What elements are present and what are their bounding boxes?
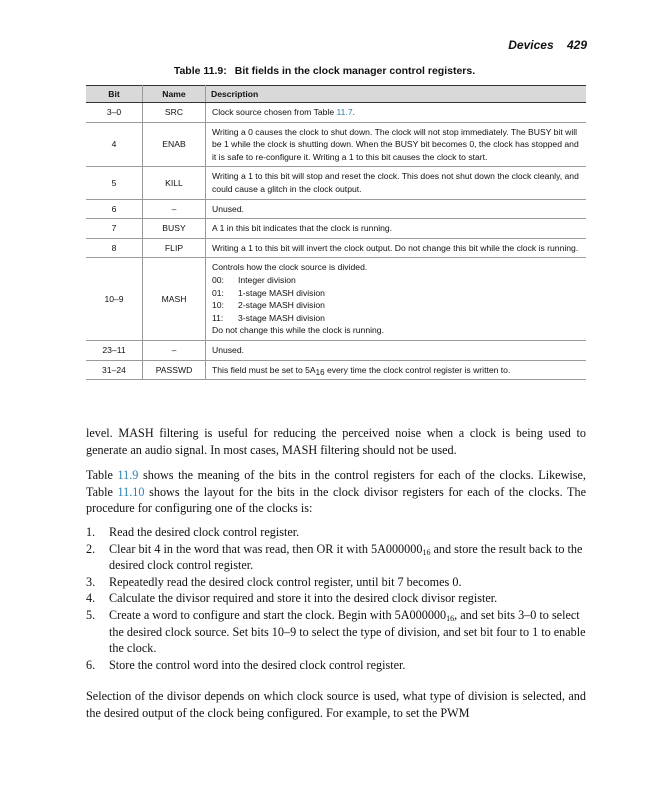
mash-code: 10:: [212, 300, 224, 311]
column-header-name: Name: [143, 86, 206, 103]
table-row: [86, 238, 586, 258]
mash-outro: Do not change this while the clock is running.: [212, 325, 384, 336]
list-item: [86, 590, 586, 607]
column-header-bit: Bit: [86, 86, 143, 103]
table-row: [86, 103, 586, 123]
cell-description: [206, 258, 587, 341]
mash-option-text: 3-stage MASH division: [238, 312, 325, 323]
mash-option: [212, 274, 580, 287]
list-text: , and set bits 3–0 to select the desired clock source. Set bits 10–9 to select the type of division, and set bit four to 1 to enable the clock.: [109, 607, 586, 656]
list-number: 2.: [86, 541, 96, 556]
desc-text: Clock source chosen from Table: [212, 107, 337, 117]
cell-bit: 31–24: [86, 360, 143, 380]
list-item: [86, 607, 586, 657]
table-row: [86, 340, 586, 360]
list-number: 5.: [86, 607, 96, 622]
mash-option: [212, 312, 580, 325]
subscript: 16: [315, 367, 325, 377]
cell-description: Unused.: [206, 340, 587, 360]
list-text: Calculate the divisor required and store it into the desired clock divisor register.: [109, 591, 498, 606]
table-header-row: [86, 86, 586, 103]
table-row: [86, 122, 586, 167]
procedure-list: [86, 524, 586, 673]
mash-option-text: 2-stage MASH division: [238, 300, 325, 311]
mash-code: 01:: [212, 287, 224, 298]
table-reference-link[interactable]: 11.7: [336, 107, 353, 117]
cell-name: –: [143, 199, 206, 219]
mash-option-text: Integer division: [238, 274, 296, 285]
table-row: [86, 219, 586, 239]
paragraph-text: Selection of the divisor depends on which clock source is used, what type of division is selected, and the desired output of the clock being configured. For example, to set the PWM: [86, 689, 586, 720]
list-item: [86, 524, 586, 541]
list-item: [86, 657, 586, 674]
desc-text: every time the clock control register is written to.: [324, 364, 511, 375]
cell-bit: 23–11: [86, 340, 143, 360]
column-header-description: Description: [206, 86, 587, 103]
cell-description: Writing a 1 to this bit will invert the clock output. Do not change this bit while the clock is running.: [206, 238, 587, 258]
mash-code: 00:: [212, 274, 224, 285]
cell-bit: 5: [86, 167, 143, 199]
paragraph-continuation: [86, 425, 586, 458]
cell-description: Writing a 1 to this bit will stop and reset the clock. This does not shut down the clock cleanly, and could cause a glitch in the clock output.: [206, 167, 587, 199]
list-item: [86, 541, 586, 574]
list-item: [86, 574, 586, 591]
section-title: Devices: [508, 38, 554, 52]
list-text: Create a word to configure and start the clock. Begin with 5A000000: [109, 607, 447, 622]
list-number: 3.: [86, 574, 96, 589]
text-run: shows the layout for the bits in the clock divisor registers for each of the clocks. The procedure for configuring one of the clocks is:: [86, 484, 586, 516]
paragraph-divisor-selection: [86, 688, 586, 721]
list-text: and store the result back to the desired clock control register.: [109, 541, 583, 573]
table-row: [86, 258, 586, 341]
list-number: 1.: [86, 525, 96, 539]
page-number: 429: [566, 38, 587, 52]
table-caption: [0, 65, 649, 77]
bit-fields-table: [86, 85, 586, 380]
cell-bit: 3–0: [86, 103, 143, 123]
table-reference-link[interactable]: 11.9: [117, 468, 139, 482]
cell-name: BUSY: [143, 219, 206, 239]
mash-intro: Controls how the clock source is divided.: [212, 262, 368, 273]
paragraph-text: [86, 467, 586, 517]
list-text: Repeatedly read the desired clock control register, until bit 7 becomes 0.: [109, 574, 462, 589]
table-row: [86, 360, 586, 380]
table-caption-text: Bit fields in the clock manager control registers.: [234, 65, 476, 77]
mash-option-text: 1-stage MASH division: [238, 287, 325, 298]
desc-text: This field must be set to 5A: [212, 364, 316, 375]
table-reference-link[interactable]: 11.10: [117, 484, 145, 499]
mash-option: [212, 299, 580, 312]
subscript: 16: [422, 547, 431, 557]
cell-name: ENAB: [143, 122, 206, 167]
cell-description: A 1 in this bit indicates that the clock is running.: [206, 219, 587, 239]
paragraph-procedure-intro: [86, 467, 586, 517]
cell-bit: 7: [86, 219, 143, 239]
cell-bit: 4: [86, 122, 143, 167]
paragraph-text: level. MASH filtering is useful for reducing the perceived noise when a clock is being used to generate an audio signal. In most cases, MASH filtering should not be used.: [86, 426, 586, 457]
cell-bit: 8: [86, 238, 143, 258]
running-header: [508, 38, 587, 52]
cell-name: MASH: [143, 258, 206, 341]
cell-name: KILL: [143, 167, 206, 199]
desc-text: .: [352, 107, 355, 117]
text-run: Table: [86, 468, 118, 482]
list-number: 6.: [86, 657, 96, 672]
list-text: Read the desired clock control register.: [109, 525, 300, 539]
cell-bit: 10–9: [86, 258, 143, 341]
cell-name: FLIP: [143, 238, 206, 258]
cell-name: –: [143, 340, 206, 360]
table-row: [86, 167, 586, 199]
table-caption-label: Table 11.9:: [173, 65, 227, 77]
cell-bit: 6: [86, 199, 143, 219]
cell-description: [206, 103, 587, 123]
mash-option: [212, 287, 580, 300]
list-text: Clear bit 4 in the word that was read, then OR it with 5A000000: [109, 541, 423, 556]
cell-description: [206, 360, 587, 380]
table-row: [86, 199, 586, 219]
subscript: 16: [446, 613, 455, 623]
cell-description: Unused.: [206, 199, 587, 219]
text-run: shows the meaning of the bits in the control registers for each of the clocks. Likewise, Table: [86, 468, 586, 499]
cell-name: SRC: [143, 103, 206, 123]
list-text: Store the control word into the desired clock control register.: [109, 657, 406, 672]
cell-name: PASSWD: [143, 360, 206, 380]
list-number: 4.: [86, 591, 96, 606]
mash-code: 11:: [212, 312, 224, 323]
cell-description: Writing a 0 causes the clock to shut down. The clock will not stop immediately. The BUSY bit will be 1 while the clock is shutting down. When the BUSY bit becomes 0, the clock has stopped and it is safe to re-configure it. Writing a 1 to this bit causes the clock to start.: [206, 122, 587, 167]
